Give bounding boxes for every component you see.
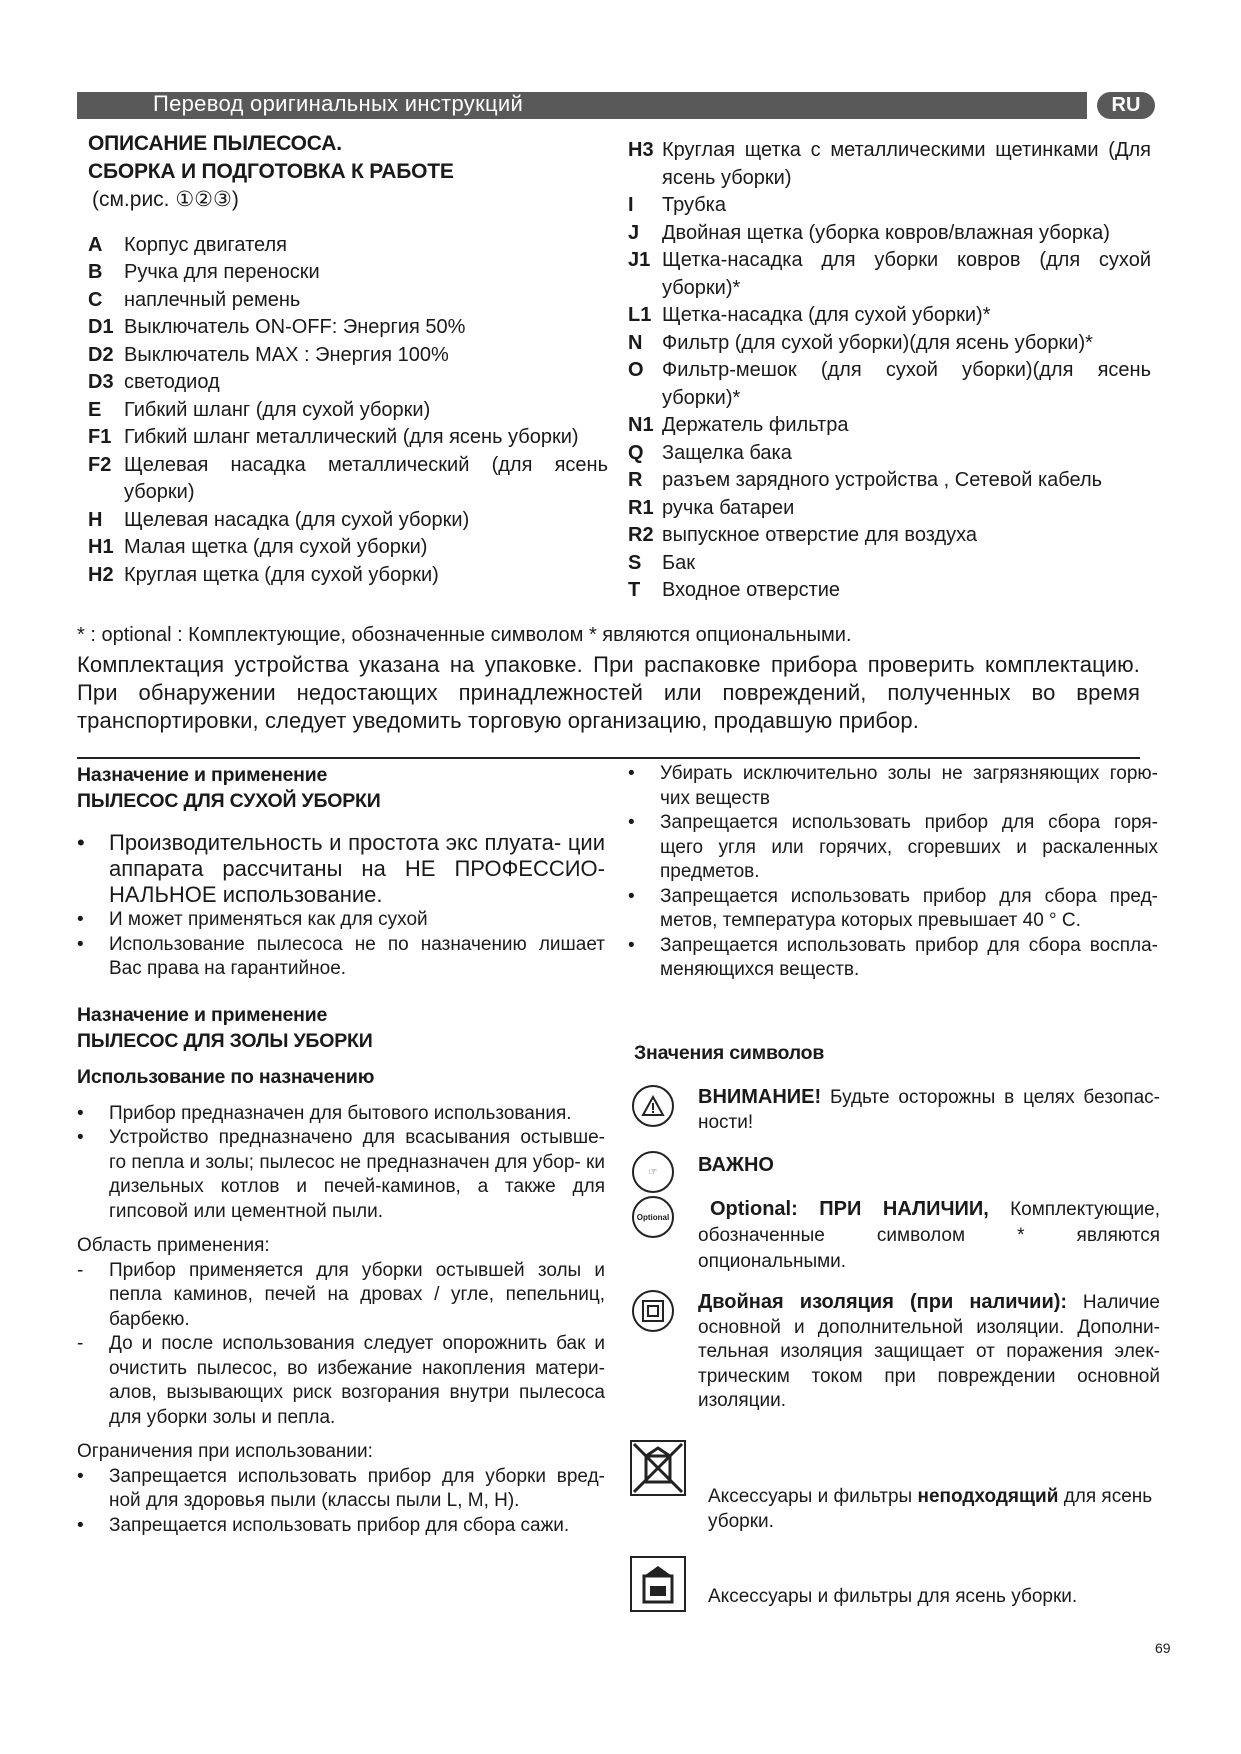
part-item (88, 397, 608, 425)
part-code: F2 (88, 453, 112, 476)
optional-icon: Optional (632, 1196, 674, 1238)
part-code: C (88, 288, 103, 311)
part-item (88, 562, 608, 590)
part-code: H3 (628, 139, 654, 161)
dry-heading-1: Назначение и применение (77, 764, 328, 786)
part-description: светодиод (124, 371, 220, 393)
page-number: 69 (1155, 1640, 1171, 1656)
bullet-mark: • (77, 1514, 84, 1536)
insulation-label: Двойная изоляция (при наличии): (698, 1291, 1068, 1313)
part-item (88, 287, 608, 315)
bullet-text: Запрещается использовать прибор для уборки вред- ной для здоровья пыли (классы пыли L, M, H). (109, 1465, 605, 1511)
optional-label: Optional: ПРИ НАЛИЧИИ, (710, 1198, 989, 1220)
parts-list-right (628, 137, 1151, 605)
part-item (628, 440, 1151, 468)
part-code: D1 (88, 316, 114, 338)
part-code: H (88, 508, 103, 531)
description-title-1: ОПИСАНИЕ ПЫЛЕСОСА. (88, 132, 342, 155)
part-description: Фильтр-мешок (для сухой уборки)(для ясень уборки)* (662, 359, 1151, 409)
area-bullets (77, 1259, 605, 1431)
usage-bullets (77, 1102, 605, 1225)
part-description: выпускное отверстие для воздуха (662, 524, 978, 546)
bullet-item (628, 811, 1158, 885)
part-description: Гибкий шланг (для сухой уборки) (124, 398, 431, 421)
limits-title: Ограничения при использовании: (77, 1441, 373, 1462)
bullet-text: Запрещается использовать прибор для сбора горя- щего угля или горячих, сгоревших и раскаленных предметов. (660, 812, 1158, 882)
bullet-text: До и после использования следует опорожнить бак и очистить пылесос, во избежание накопления матери- алов, вызывающих риск возгорания внутри пылесоса для уборки золы и пепла. (109, 1333, 605, 1428)
bullet-mark: • (628, 885, 635, 907)
usage-left-column (77, 762, 605, 1538)
part-code: H1 (88, 536, 114, 558)
part-item (628, 247, 1151, 302)
part-item (628, 220, 1151, 248)
bullet-mark: • (77, 933, 84, 955)
bullet-text: Устройство предназначено для всасывания остывше- го пепла и золы; пылесос не предназначен для убор- ки дизельных котлов и печей-каминов, а также для гипсовой или цементной пыли. (109, 1127, 605, 1222)
bullet-item (77, 1126, 605, 1224)
part-item (88, 369, 608, 397)
part-code: D3 (88, 371, 114, 393)
part-code: J1 (628, 249, 651, 271)
part-item (628, 330, 1151, 358)
bullet-mark: • (77, 1465, 84, 1487)
part-code: L1 (628, 304, 652, 326)
double-insulation-icon (632, 1290, 674, 1332)
bullet-text: Убирать исключительно золы не загрязняющих горю- чих веществ (660, 763, 1158, 809)
dry-heading-2: ПЫЛЕСОС ДЛЯ СУХОЙ УБОРКИ (77, 790, 381, 812)
optional-text: Комплектующие, обозначенные символом * являются опциональными. (698, 1199, 1161, 1272)
ash-restriction-bullets (628, 762, 1158, 983)
part-description: Входное отверстие (662, 579, 841, 601)
warning-label: ВНИМАНИЕ! (698, 1086, 822, 1108)
part-description: разъем зарядного устройства , Сетевой кабель (662, 469, 1103, 491)
bullet-item (77, 1465, 605, 1514)
part-item (628, 412, 1151, 440)
header-title: Перевод оригинальных инструкций (153, 91, 524, 116)
part-item (628, 550, 1151, 578)
part-code: E (88, 398, 102, 421)
part-description: Защелка бака (662, 441, 792, 464)
part-description: Фильтр (для сухой уборки)(для ясень уборки)* (662, 331, 1093, 354)
warning-text: Будьте осторожны в целях безопас- ности! (698, 1087, 1160, 1133)
usage-right-column (628, 762, 1158, 983)
bullet-item (77, 908, 605, 933)
ash-heading-1: Назначение и применение (77, 1003, 328, 1026)
part-item (88, 534, 608, 562)
part-description: Выключатель MAX : Энергия 100% (124, 343, 449, 366)
description-title-2: СБОРКА И ПОДГОТОВКА К РАБОТЕ (88, 160, 454, 183)
package-note: Комплектация устройства указана на упаковке. При распаковке прибора проверить комплектацию. При обнаружении недостающих принадлежностей или повреждений, полученных во время транспортировки, следует уведомить торговую организацию, продавшую прибор. (77, 652, 1140, 733)
language-badge: RU (1097, 92, 1155, 119)
bullet-mark: • (77, 909, 84, 930)
part-description: Выключатель ON-OFF: Энергия 50% (124, 316, 466, 338)
part-item (628, 357, 1151, 412)
parts-list-left (88, 232, 608, 590)
part-description: Круглая щетка (для сухой уборки) (124, 563, 439, 586)
ash-heading-2: ПЫЛЕСОС ДЛЯ ЗОЛЫ УБОРКИ (77, 1029, 373, 1052)
bullet-item (77, 1514, 605, 1539)
bullet-text: И может применяться как для сухой (109, 909, 428, 930)
limits-bullets (77, 1465, 605, 1539)
bullet-mark: - (77, 1259, 84, 1281)
part-description: Ручка для переноски (124, 261, 320, 283)
part-code: H2 (88, 563, 114, 586)
part-code: B (88, 261, 103, 283)
part-item (628, 137, 1151, 192)
bullet-item (77, 1102, 605, 1127)
part-description: Бак (662, 551, 695, 574)
bullet-mark: • (628, 934, 635, 956)
part-description: ручка батареи (662, 496, 795, 519)
part-description: Трубка (662, 194, 726, 216)
unsuitable-text-post: для ясень уборки. (708, 1486, 1153, 1532)
part-code: T (628, 579, 641, 601)
bullet-mark: • (628, 812, 635, 833)
part-code: F1 (88, 426, 112, 448)
part-code: A (88, 233, 103, 256)
part-description: Щетка-насадка (для сухой уборки)* (662, 304, 991, 326)
part-code: Q (628, 441, 644, 464)
part-item (88, 314, 608, 342)
part-item (88, 452, 608, 507)
part-item (628, 302, 1151, 330)
usage-title: Использование по назначению (77, 1065, 375, 1088)
bullet-mark: • (77, 1102, 84, 1124)
part-code: S (628, 551, 642, 574)
part-code: N1 (628, 414, 654, 436)
description-right (628, 137, 1151, 605)
pointing-hand-icon: ☞ (632, 1151, 674, 1193)
bullet-item (77, 1332, 605, 1430)
section-divider (77, 757, 1140, 759)
suitable-accessories-icon (630, 1556, 686, 1612)
part-item (88, 342, 608, 370)
part-item (628, 577, 1151, 605)
bullet-text: Прибор применяется для уборки остывшей золы и пепла каминов, печей на дровах / угле, пепельниц, барбекю. (109, 1259, 605, 1330)
bullet-mark: • (77, 1127, 84, 1148)
optional-note: * : optional : Комплектующие, обозначенные символом * являются опциональными. (77, 624, 852, 646)
part-code: N (628, 331, 643, 354)
bullet-mark: - (77, 1333, 84, 1354)
part-item (88, 507, 608, 535)
unsuitable-text-pre: Аксессуары и фильтры (708, 1486, 913, 1507)
area-title: Область применения: (77, 1235, 270, 1256)
dry-main-bullet: • Производительность и простота экс плуата- ции аппарата рассчитаны на НЕ ПРОФЕССИО- НАЛЬНОЕ использование. (77, 830, 605, 907)
part-item (88, 424, 608, 452)
bullet-text: Использование пылесоса не по назначению лишает Вас права на гарантийное. (109, 933, 605, 979)
part-code: D2 (88, 343, 114, 366)
bullet-mark: • (628, 763, 635, 784)
part-code: J (628, 221, 640, 244)
part-description: Корпус двигателя (124, 233, 287, 256)
part-code: I (628, 194, 634, 216)
bullet-text: Прибор предназначен для бытового использования. (109, 1102, 572, 1124)
part-description: Гибкий шланг металлический (для ясень уборки) (124, 426, 579, 448)
insulation-text: Наличие основной и дополнительной изоляции. Дополни- тельная изоляция защищает от поражения элек- трическим током при повреждении основной изоляции. (698, 1292, 1160, 1411)
bullet-item (77, 933, 605, 982)
part-item (628, 467, 1151, 495)
part-code: R1 (628, 496, 654, 519)
bullet-item (628, 762, 1158, 811)
figure-reference: (см.рис. ①②③) (92, 188, 239, 211)
part-item (628, 522, 1151, 550)
unsuitable-accessories-icon (630, 1440, 686, 1496)
part-code: O (628, 359, 644, 381)
part-description: Щетка-насадка для уборки ковров (для сухой уборки)* (662, 249, 1151, 299)
symbols-title: Значения символов (634, 1042, 825, 1064)
dry-bullets (77, 908, 605, 982)
bullet-item (628, 934, 1158, 983)
part-item (88, 259, 608, 287)
part-description: Щелевая насадка металлический (для ясень уборки) (124, 453, 608, 503)
unsuitable-text-bold: неподходящий (917, 1486, 1059, 1507)
part-description: Держатель фильтра (662, 414, 849, 436)
part-description: Круглая щетка с металлическими щетинками (Для ясень уборки) (662, 139, 1151, 189)
warning-icon (632, 1085, 674, 1127)
bullet-item (628, 885, 1158, 934)
suitable-text: Аксессуары и фильтры для ясень уборки. (708, 1586, 1078, 1607)
part-description: наплечный ремень (124, 288, 301, 311)
part-item (628, 192, 1151, 220)
part-code: R (628, 469, 643, 491)
part-description: Щелевая насадка (для сухой уборки) (124, 508, 470, 531)
part-description: Двойная щетка (уборка ковров/влажная уборка) (662, 221, 1110, 244)
part-item (88, 232, 608, 260)
important-label: ВАЖНО (698, 1154, 774, 1176)
bullet-text: Запрещается использовать прибор для сбора воспла- меняющихся веществ. (660, 934, 1158, 980)
part-code: R2 (628, 524, 654, 546)
part-item (628, 495, 1151, 523)
bullet-item (77, 1259, 605, 1333)
bullet-text: Запрещается использовать прибор для сбора сажи. (109, 1514, 570, 1536)
part-description: Малая щетка (для сухой уборки) (124, 536, 428, 558)
bullet-text: Запрещается использовать прибор для сбора пред- метов, температура которых превышает 40 ° C. (660, 885, 1158, 931)
description-left (88, 130, 608, 589)
